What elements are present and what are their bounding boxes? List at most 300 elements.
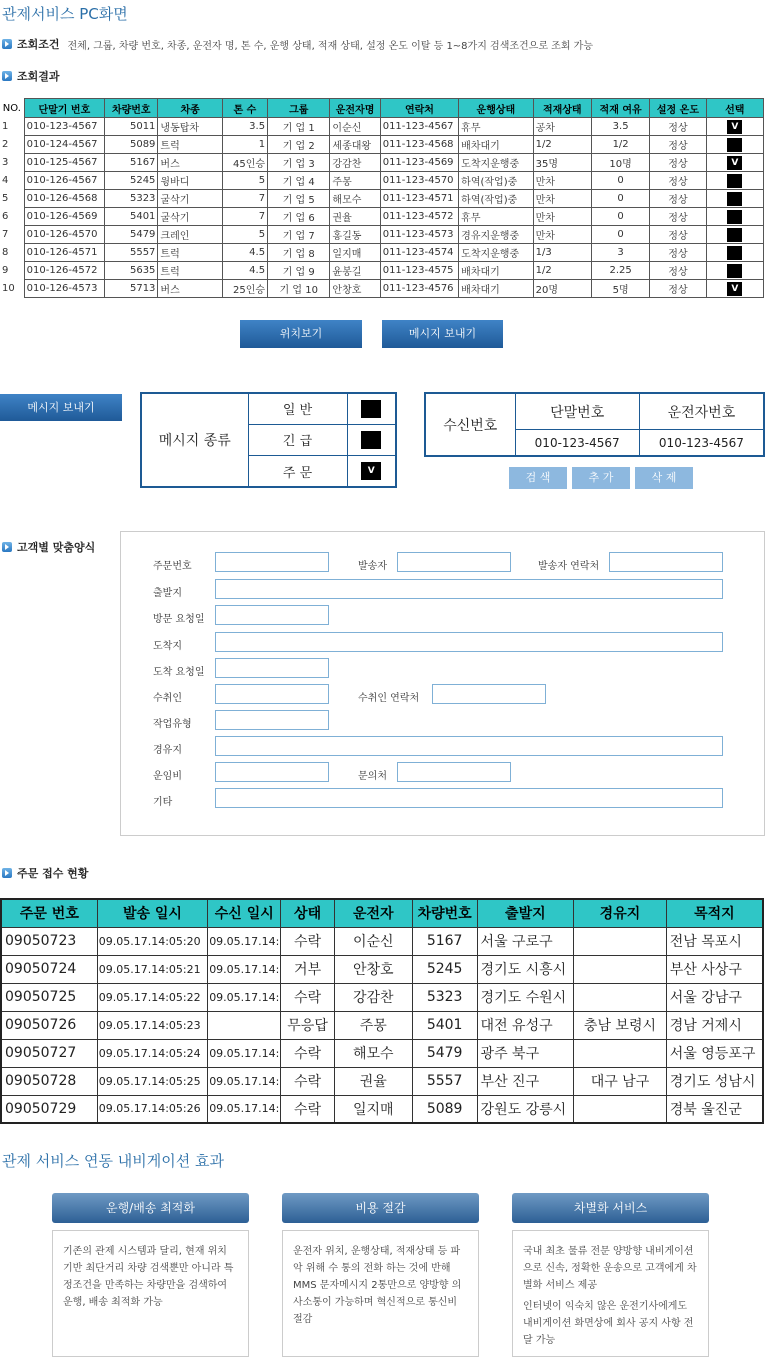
select-checkbox[interactable] <box>727 228 742 242</box>
table-cell: 010-126-4572 <box>24 262 104 280</box>
inquiry-label: 문의처 <box>358 771 387 782</box>
table-cell: 기 업 6 <box>268 208 330 226</box>
order-cell: 이순신 <box>334 927 412 955</box>
results-header: 그룹 <box>268 99 330 118</box>
table-cell: 3 <box>591 244 649 262</box>
type-urgent: 긴 급 <box>248 424 347 455</box>
effect-card-2-body <box>282 1230 479 1357</box>
dest-input[interactable] <box>215 632 723 652</box>
effect-card-1-text: 기존의 관제 시스템과 달리, 현재 위치 기반 최단거리 차량 검색뿐만 아니라 특정조건을 만족하는 차량만을 검색하여 운행, 배송 최적화 가능 <box>63 1246 234 1308</box>
table-cell: 1/2 <box>533 262 591 280</box>
search-desc: 전체, 그룹, 차량 번호, 차종, 운전자 명, 톤 수, 운행 상태, 적재 상태, 설정 온도 이탈 등 1~8가지 검색조건으로 조회 가능 <box>67 40 594 52</box>
table-cell: 5 <box>222 172 267 190</box>
table-cell: 5323 <box>105 190 158 208</box>
orders-heading <box>2 865 88 881</box>
table-cell: 0 <box>591 226 649 244</box>
table-cell: 트럭 <box>158 262 222 280</box>
driver-no-value: 010-123-4567 <box>639 430 763 455</box>
order-cell: 09050724 <box>1 955 97 983</box>
order-cell: 수락 <box>281 1067 334 1095</box>
table-cell: 냉동탑차 <box>158 118 222 136</box>
order-cell: 경기도 성남시 <box>666 1067 763 1095</box>
table-cell: 크레인 <box>158 226 222 244</box>
table-cell: 011-123-4576 <box>380 280 458 298</box>
table-cell: 정상 <box>650 154 706 172</box>
table-cell: 윙바디 <box>158 172 222 190</box>
table-cell: 굴삭기 <box>158 208 222 226</box>
order-cell: 거부 <box>281 955 334 983</box>
order-cell: 09.05.17.14: <box>208 927 281 955</box>
order-row <box>1 1011 763 1039</box>
table-cell: 0 <box>591 190 649 208</box>
origin-input[interactable] <box>215 579 723 599</box>
orders-table <box>0 898 764 1124</box>
table-cell: 5557 <box>105 244 158 262</box>
table-row <box>0 244 764 262</box>
table-row <box>0 280 764 298</box>
recipient-box <box>424 392 765 457</box>
table-cell: 안창호 <box>330 280 380 298</box>
order-cell: 09.05.17.14: <box>208 955 281 983</box>
order-row <box>1 927 763 955</box>
orders-header: 경유지 <box>574 899 667 927</box>
bullet-icon <box>2 868 12 878</box>
etc-input[interactable] <box>215 788 723 808</box>
table-cell: 일지매 <box>330 244 380 262</box>
table-cell: 정상 <box>650 190 706 208</box>
table-cell: 기 업 3 <box>268 154 330 172</box>
search-label: 조회조건 <box>17 38 60 51</box>
order-row <box>1 955 763 983</box>
table-cell: 5167 <box>105 154 158 172</box>
table-cell: 정상 <box>650 280 706 298</box>
recipient-label: 수신번호 <box>426 394 515 455</box>
message-type-label: 메시지 종류 <box>142 394 248 486</box>
receiver-input[interactable] <box>215 684 329 704</box>
table-cell: 이순신 <box>330 118 380 136</box>
table-cell: 만차 <box>533 190 591 208</box>
order-cell: 09.05.17.14:05:26 <box>97 1095 207 1123</box>
table-cell: 트럭 <box>158 136 222 154</box>
order-cell: 5557 <box>412 1067 477 1095</box>
order-cell: 경기도 수원시 <box>477 983 574 1011</box>
table-cell: 011-123-4567 <box>380 118 458 136</box>
table-cell: 4.5 <box>222 244 267 262</box>
orders-header: 주문 번호 <box>1 899 97 927</box>
table-cell: 정상 <box>650 262 706 280</box>
order-cell: 전남 목포시 <box>666 927 763 955</box>
table-cell: 010-126-4573 <box>24 280 104 298</box>
custom-form-label: 고객별 맞춤양식 <box>17 541 96 554</box>
table-cell: 정상 <box>650 226 706 244</box>
table-cell: 휴무 <box>459 118 533 136</box>
sender-contact-input[interactable] <box>609 552 723 572</box>
arrive-date-input[interactable] <box>215 658 329 678</box>
message-type-box <box>140 392 397 488</box>
order-cell: 권율 <box>334 1067 412 1095</box>
order-cell <box>208 1011 281 1039</box>
table-row <box>0 226 764 244</box>
table-row <box>0 154 764 172</box>
table-row <box>0 190 764 208</box>
table-cell: 기 업 10 <box>268 280 330 298</box>
table-cell: 정상 <box>650 244 706 262</box>
table-cell: 5479 <box>105 226 158 244</box>
work-type-label: 작업유형 <box>153 719 192 730</box>
table-cell: 5713 <box>105 280 158 298</box>
table-cell: 기 업 1 <box>268 118 330 136</box>
select-checkbox[interactable] <box>727 210 742 224</box>
table-cell: 정상 <box>650 172 706 190</box>
work-type-input[interactable] <box>215 710 329 730</box>
table-cell: 공차 <box>533 118 591 136</box>
order-cell: 강감찬 <box>334 983 412 1011</box>
table-cell: 011-123-4570 <box>380 172 458 190</box>
order-no-label: 주문번호 <box>153 561 192 572</box>
table-cell: 도착지운행중 <box>459 154 533 172</box>
order-cell: 5401 <box>412 1011 477 1039</box>
order-cell: 수락 <box>281 1039 334 1067</box>
table-cell: 5089 <box>105 136 158 154</box>
table-cell: 도착지운행중 <box>459 244 533 262</box>
order-cell: 09.05.17.14: <box>208 1095 281 1123</box>
order-cell: 09050726 <box>1 1011 97 1039</box>
table-cell: 6 <box>2 211 9 222</box>
results-header: 적재상태 <box>533 99 591 118</box>
table-cell: 배차대기 <box>459 280 533 298</box>
order-cell: 09.05.17.14:05:25 <box>97 1067 207 1095</box>
type-normal: 일 반 <box>248 394 347 424</box>
order-cell: 강원도 강릉시 <box>477 1095 574 1123</box>
order-cell: 대전 유성구 <box>477 1011 574 1039</box>
sender-input[interactable] <box>397 552 511 572</box>
order-row <box>1 983 763 1011</box>
order-cell: 서울 강남구 <box>666 983 763 1011</box>
results-header: 운전자명 <box>330 99 380 118</box>
table-cell: 트럭 <box>158 244 222 262</box>
effect-card-3-text2: 인터넷이 익숙치 않은 운전기사에게도 내비게이션 화면상에 회사 공지 사항 전달 가능 <box>523 1301 694 1346</box>
table-row <box>0 172 764 190</box>
results-header: 설정 온도 <box>650 99 706 118</box>
order-cell: 안창호 <box>334 955 412 983</box>
message-tab[interactable]: 메시지 보내기 <box>0 394 122 421</box>
table-cell: 정상 <box>650 208 706 226</box>
type-order-check[interactable]: V <box>361 462 381 480</box>
table-cell: 010-124-4567 <box>24 136 104 154</box>
order-cell: 09.05.17.14:05:23 <box>97 1011 207 1039</box>
table-cell: 5 <box>2 193 9 204</box>
table-cell: 1/3 <box>533 244 591 262</box>
orders-header: 차량번호 <box>412 899 477 927</box>
order-cell: 09050729 <box>1 1095 97 1123</box>
table-cell: 3.5 <box>222 118 267 136</box>
table-cell: 기 업 2 <box>268 136 330 154</box>
table-cell: 1/2 <box>533 136 591 154</box>
select-checkbox[interactable]: V <box>727 282 742 296</box>
order-cell: 대구 남구 <box>574 1067 667 1095</box>
search-condition <box>2 36 593 52</box>
order-cell: 부산 진구 <box>477 1067 574 1095</box>
table-cell: 5명 <box>591 280 649 298</box>
table-cell: 5245 <box>105 172 158 190</box>
driver-no-header: 운전자번호 <box>639 394 763 430</box>
order-cell: 수락 <box>281 983 334 1011</box>
table-cell: 010-126-4569 <box>24 208 104 226</box>
effect-card-3-text: 국내 최초 물류 전문 양방향 내비게이션으로 신속, 정확한 운송으로 고객에게 차별화 서비스 제공 <box>523 1246 697 1291</box>
select-checkbox[interactable]: V <box>727 156 742 170</box>
table-cell: 010-126-4570 <box>24 226 104 244</box>
add-button[interactable]: 추 가 <box>572 467 630 489</box>
page-title: 관제서비스 PC화면 <box>2 5 128 23</box>
table-cell: 25인승 <box>222 280 267 298</box>
table-cell: 3.5 <box>591 118 649 136</box>
table-cell: 기 업 8 <box>268 244 330 262</box>
order-cell: 09.05.17.14:05:21 <box>97 955 207 983</box>
table-cell: 5 <box>222 226 267 244</box>
results-header: 연락처 <box>380 99 458 118</box>
table-cell: 만차 <box>533 172 591 190</box>
table-cell: 하역(작업)중 <box>459 172 533 190</box>
table-cell: 4.5 <box>222 262 267 280</box>
order-cell: 수락 <box>281 1095 334 1123</box>
dest-label: 도착지 <box>153 641 182 652</box>
type-normal-check[interactable] <box>361 400 381 418</box>
table-cell: 1 <box>2 121 9 132</box>
table-cell: 휴무 <box>459 208 533 226</box>
fare-input[interactable] <box>215 762 329 782</box>
table-row <box>0 118 764 136</box>
sender-label: 발송자 <box>358 561 387 572</box>
effect-card-2 <box>282 1193 479 1357</box>
orders-header: 수신 일시 <box>208 899 281 927</box>
terminal-no-value: 010-123-4567 <box>515 430 639 455</box>
terminal-no-header: 단말번호 <box>515 394 639 430</box>
search-button[interactable]: 검 색 <box>509 467 567 489</box>
inquiry-input[interactable] <box>397 762 511 782</box>
table-cell: 5011 <box>105 118 158 136</box>
table-cell: 기 업 7 <box>268 226 330 244</box>
table-cell: 45인승 <box>222 154 267 172</box>
table-cell: 배차대기 <box>459 262 533 280</box>
table-cell: 2.25 <box>591 262 649 280</box>
select-checkbox[interactable] <box>727 138 742 152</box>
bullet-icon <box>2 39 12 49</box>
visit-date-label: 방문 요청일 <box>153 614 205 625</box>
type-urgent-check[interactable] <box>361 431 381 449</box>
table-cell: 010-126-4568 <box>24 190 104 208</box>
order-row <box>1 1095 763 1123</box>
order-cell: 충남 보령시 <box>574 1011 667 1039</box>
table-cell: 10명 <box>591 154 649 172</box>
results-heading <box>2 68 60 84</box>
order-cell: 09050725 <box>1 983 97 1011</box>
table-cell: 011-123-4568 <box>380 136 458 154</box>
effect-card-2-text: 운전자 위치, 운행상태, 적재상태 등 파악 위해 수 통의 전화 하는 것에 반해 MMS 문자메시지 2통만으로 양방향 의사소통이 가능하며 혁신적으로 통신비 절감 <box>293 1246 462 1325</box>
table-cell: 20명 <box>533 280 591 298</box>
select-checkbox[interactable]: V <box>727 120 742 134</box>
visit-date-input[interactable] <box>215 605 329 625</box>
table-cell: 35명 <box>533 154 591 172</box>
effect-card-3 <box>512 1193 709 1357</box>
fare-label: 운임비 <box>153 771 182 782</box>
results-header: 차종 <box>158 99 222 118</box>
via-label: 경유지 <box>153 745 182 756</box>
results-header: 운행상태 <box>459 99 533 118</box>
table-cell: 011-123-4571 <box>380 190 458 208</box>
table-cell: 011-123-4569 <box>380 154 458 172</box>
table-cell: 011-123-4573 <box>380 226 458 244</box>
order-cell: 부산 사상구 <box>666 955 763 983</box>
order-cell: 5479 <box>412 1039 477 1067</box>
select-checkbox[interactable] <box>727 192 742 206</box>
table-cell: 정상 <box>650 136 706 154</box>
etc-label: 기타 <box>153 797 173 808</box>
select-checkbox[interactable] <box>727 174 742 188</box>
table-cell: 1/2 <box>591 136 649 154</box>
location-button[interactable]: 위치보기 <box>240 320 362 348</box>
orders-header: 목적지 <box>666 899 763 927</box>
results-table <box>0 98 764 298</box>
table-cell: 홍길동 <box>330 226 380 244</box>
order-no-input[interactable] <box>215 552 329 572</box>
table-cell: 만차 <box>533 208 591 226</box>
order-cell <box>574 927 667 955</box>
order-cell: 5089 <box>412 1095 477 1123</box>
via-input[interactable] <box>215 736 723 756</box>
table-cell: 7 <box>222 208 267 226</box>
type-order: 주 문 <box>248 456 347 486</box>
effect-card-2-head: 비용 절감 <box>282 1193 479 1223</box>
table-cell: 기 업 5 <box>268 190 330 208</box>
table-cell: 5635 <box>105 262 158 280</box>
table-cell: 0 <box>591 172 649 190</box>
orders-label: 주문 접수 현황 <box>17 867 89 880</box>
table-cell: 윤봉길 <box>330 262 380 280</box>
sender-contact-label: 발송자 연락처 <box>538 561 600 572</box>
table-cell: 기 업 9 <box>268 262 330 280</box>
results-header: 차량번호 <box>105 99 158 118</box>
table-cell: 해모수 <box>330 190 380 208</box>
order-cell: 5323 <box>412 983 477 1011</box>
order-cell: 해모수 <box>334 1039 412 1067</box>
table-cell: 3 <box>2 157 9 168</box>
bullet-icon <box>2 71 12 81</box>
order-cell: 09.05.17.14: <box>208 983 281 1011</box>
table-cell: 7 <box>2 229 9 240</box>
order-cell: 09.05.17.14: <box>208 1039 281 1067</box>
effect-card-1-body <box>52 1230 249 1357</box>
table-cell: 강감찬 <box>330 154 380 172</box>
table-cell: 011-123-4574 <box>380 244 458 262</box>
results-header: NO. <box>0 99 24 118</box>
order-cell: 경북 울진군 <box>666 1095 763 1123</box>
table-cell: 010-126-4567 <box>24 172 104 190</box>
bullet-icon <box>2 542 12 552</box>
order-cell: 09.05.17.14:05:24 <box>97 1039 207 1067</box>
order-cell: 09.05.17.14:05:20 <box>97 927 207 955</box>
order-row <box>1 1067 763 1095</box>
order-cell: 09050728 <box>1 1067 97 1095</box>
table-cell: 경유지운행중 <box>459 226 533 244</box>
table-cell: 5401 <box>105 208 158 226</box>
order-cell: 경기도 시흥시 <box>477 955 574 983</box>
table-cell: 0 <box>591 208 649 226</box>
arrive-date-label: 도착 요청일 <box>153 667 205 678</box>
table-cell: 1 <box>222 136 267 154</box>
origin-label: 출발지 <box>153 588 182 599</box>
results-header: 선택 <box>706 99 763 118</box>
custom-form-heading <box>2 539 95 555</box>
results-header: 단말기 번호 <box>24 99 104 118</box>
delete-button[interactable]: 삭 제 <box>635 467 693 489</box>
order-cell: 09.05.17.14:05:22 <box>97 983 207 1011</box>
effect-card-3-head: 차별화 서비스 <box>512 1193 709 1223</box>
table-row <box>0 136 764 154</box>
results-header: 톤 수 <box>222 99 267 118</box>
select-checkbox[interactable] <box>727 246 742 260</box>
effect-card-1-head: 운행/배송 최적화 <box>52 1193 249 1223</box>
order-cell: 주몽 <box>334 1011 412 1039</box>
receiver-contact-label: 수취인 연락처 <box>358 693 420 704</box>
order-cell: 수락 <box>281 927 334 955</box>
table-cell: 배차대기 <box>459 136 533 154</box>
table-cell: 10 <box>2 283 15 294</box>
order-cell: 일지매 <box>334 1095 412 1123</box>
order-cell: 5167 <box>412 927 477 955</box>
effect-card-1 <box>52 1193 249 1357</box>
select-checkbox[interactable] <box>727 264 742 278</box>
receiver-contact-input[interactable] <box>432 684 546 704</box>
table-cell: 주몽 <box>330 172 380 190</box>
order-cell: 서울 구로구 <box>477 927 574 955</box>
table-cell: 7 <box>222 190 267 208</box>
table-cell: 010-123-4567 <box>24 118 104 136</box>
table-cell: 4 <box>2 175 9 186</box>
table-cell: 굴삭기 <box>158 190 222 208</box>
order-cell: 무응답 <box>281 1011 334 1039</box>
order-cell: 09050723 <box>1 927 97 955</box>
table-row <box>0 262 764 280</box>
table-cell: 010-125-4567 <box>24 154 104 172</box>
orders-header: 발송 일시 <box>97 899 207 927</box>
table-row <box>0 208 764 226</box>
send-message-button[interactable]: 메시지 보내기 <box>382 320 503 348</box>
order-cell: 광주 북구 <box>477 1039 574 1067</box>
orders-header: 출발지 <box>477 899 574 927</box>
results-label: 조회결과 <box>17 70 60 83</box>
table-cell: 011-123-4575 <box>380 262 458 280</box>
table-cell: 하역(작업)중 <box>459 190 533 208</box>
table-cell: 2 <box>2 139 9 150</box>
effects-title: 관제 서비스 연동 내비게이션 효과 <box>2 1152 224 1170</box>
orders-header: 상태 <box>281 899 334 927</box>
table-cell: 세종대왕 <box>330 136 380 154</box>
table-cell: 버스 <box>158 280 222 298</box>
order-cell <box>574 955 667 983</box>
order-cell <box>574 1095 667 1123</box>
order-cell: 경남 거제시 <box>666 1011 763 1039</box>
order-row <box>1 1039 763 1067</box>
order-cell <box>574 1039 667 1067</box>
order-cell: 09050727 <box>1 1039 97 1067</box>
table-cell: 011-123-4572 <box>380 208 458 226</box>
table-cell: 8 <box>2 247 9 258</box>
order-cell: 서울 영등포구 <box>666 1039 763 1067</box>
order-cell <box>574 983 667 1011</box>
table-cell: 010-126-4571 <box>24 244 104 262</box>
order-cell: 09.05.17.14: <box>208 1067 281 1095</box>
orders-header: 운전자 <box>334 899 412 927</box>
